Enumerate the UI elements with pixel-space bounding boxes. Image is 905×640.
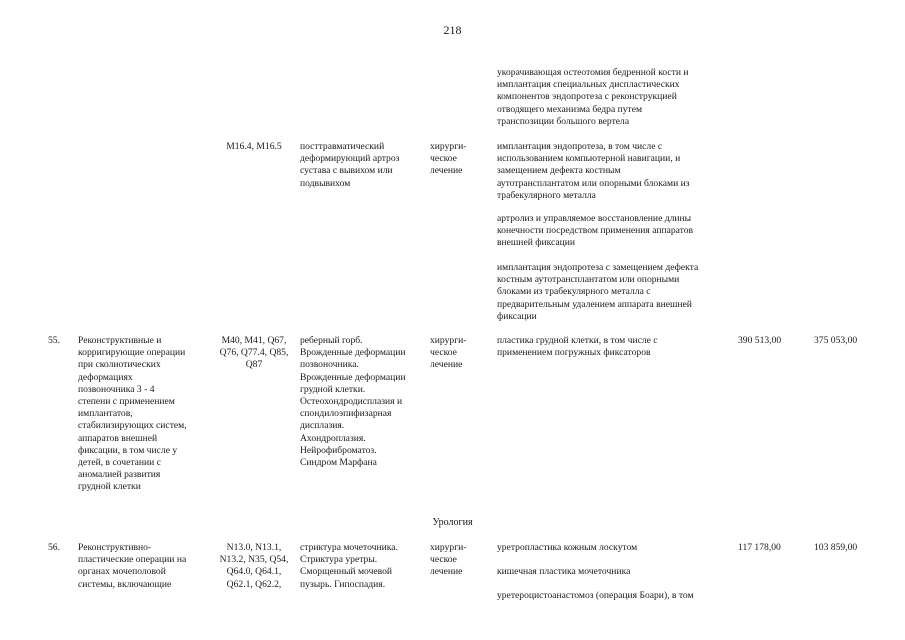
price-value: 117 178,00 xyxy=(738,542,781,553)
method-text: укорачивающая остеотомия бедренной кости и имплантация специальных диспластических компонентов эндопротеза с реконструкцией отводящего механизма бедра путем транспозиции большого вертела xyxy=(497,67,689,127)
icd-codes: M16.4, M16.5 xyxy=(226,141,282,152)
page-number: 218 xyxy=(443,23,462,37)
procedure-name: Реконструктивные и корригирующие операции при сколиотических деформациях позвоночника 3 - 4 степени с применением имплантатов, стабилизирующих систем, аппаратов внешней фиксации, в том числе у детей, в сочетании с аномалией развития грудной клетки xyxy=(78,335,187,493)
price-value: 103 859,00 xyxy=(814,542,858,553)
method-text: уретероцистоанастомоз (операция Боари), в том xyxy=(497,590,694,601)
diagnosis-text: стриктура мочеточника. Стриктура уретры. Сморщенный мочевой пузырь. Гипоспадия. xyxy=(300,542,398,590)
price-value: 375 053,00 xyxy=(814,335,858,346)
icd-codes: M40, M41, Q67, Q76, Q77.4, Q85, Q87 xyxy=(219,335,289,371)
method-text: имплантация эндопротеза, в том числе с использованием компьютерной навигации, и замещением дефекта костным аутотрансплантатом или опорными блоками из трабекулярного металла xyxy=(497,141,690,201)
method-text: имплантация эндопротеза с замещением дефекта костным аутотрансплантатом или опорными блоками из трабекулярного металла с предварительным удалением аппарата внешней фиксации xyxy=(497,262,699,322)
row-number: 56. xyxy=(48,542,60,553)
diagnosis-text: реберный горб. Врожденные деформации позвоночника. Врожденные деформации грудной клетки. Остеохондродисплазия и спондилоэпифизарная дисплазия. Ахондроплазия. Нейрофиброматоз. Синдром Марфана xyxy=(300,335,406,469)
price-value: 390 513,00 xyxy=(738,335,782,346)
section-title: Урология xyxy=(432,517,473,528)
row-number: 55. xyxy=(48,335,60,346)
treatment-type: хирурги- ческое лечение xyxy=(430,542,467,578)
method-text: уретропластика кожным лоскутом xyxy=(497,542,638,553)
procedure-name: Реконструктивно- пластические операции на органах мочеполовой системы, включающие xyxy=(78,542,187,590)
icd-codes: N13.0, N13.1, N13.2, N35, Q54, Q64.0, Q64.1, Q62.1, Q62.2, xyxy=(219,542,289,590)
treatment-type: хирурги- ческое лечение xyxy=(430,335,467,371)
treatment-type: хирурги- ческое лечение xyxy=(430,141,467,177)
diagnosis-text: посттравматический деформирующий артроз сустава с вывихом или подвывихом xyxy=(300,141,400,189)
method-text: артролиз и управляемое восстановление длины конечности посредством применения аппаратов внешней фиксации xyxy=(497,213,694,249)
method-text: пластика грудной клетки, в том числе с применением погружных фиксаторов xyxy=(497,335,658,359)
method-text: кишечная пластика мочеточника xyxy=(497,566,631,577)
